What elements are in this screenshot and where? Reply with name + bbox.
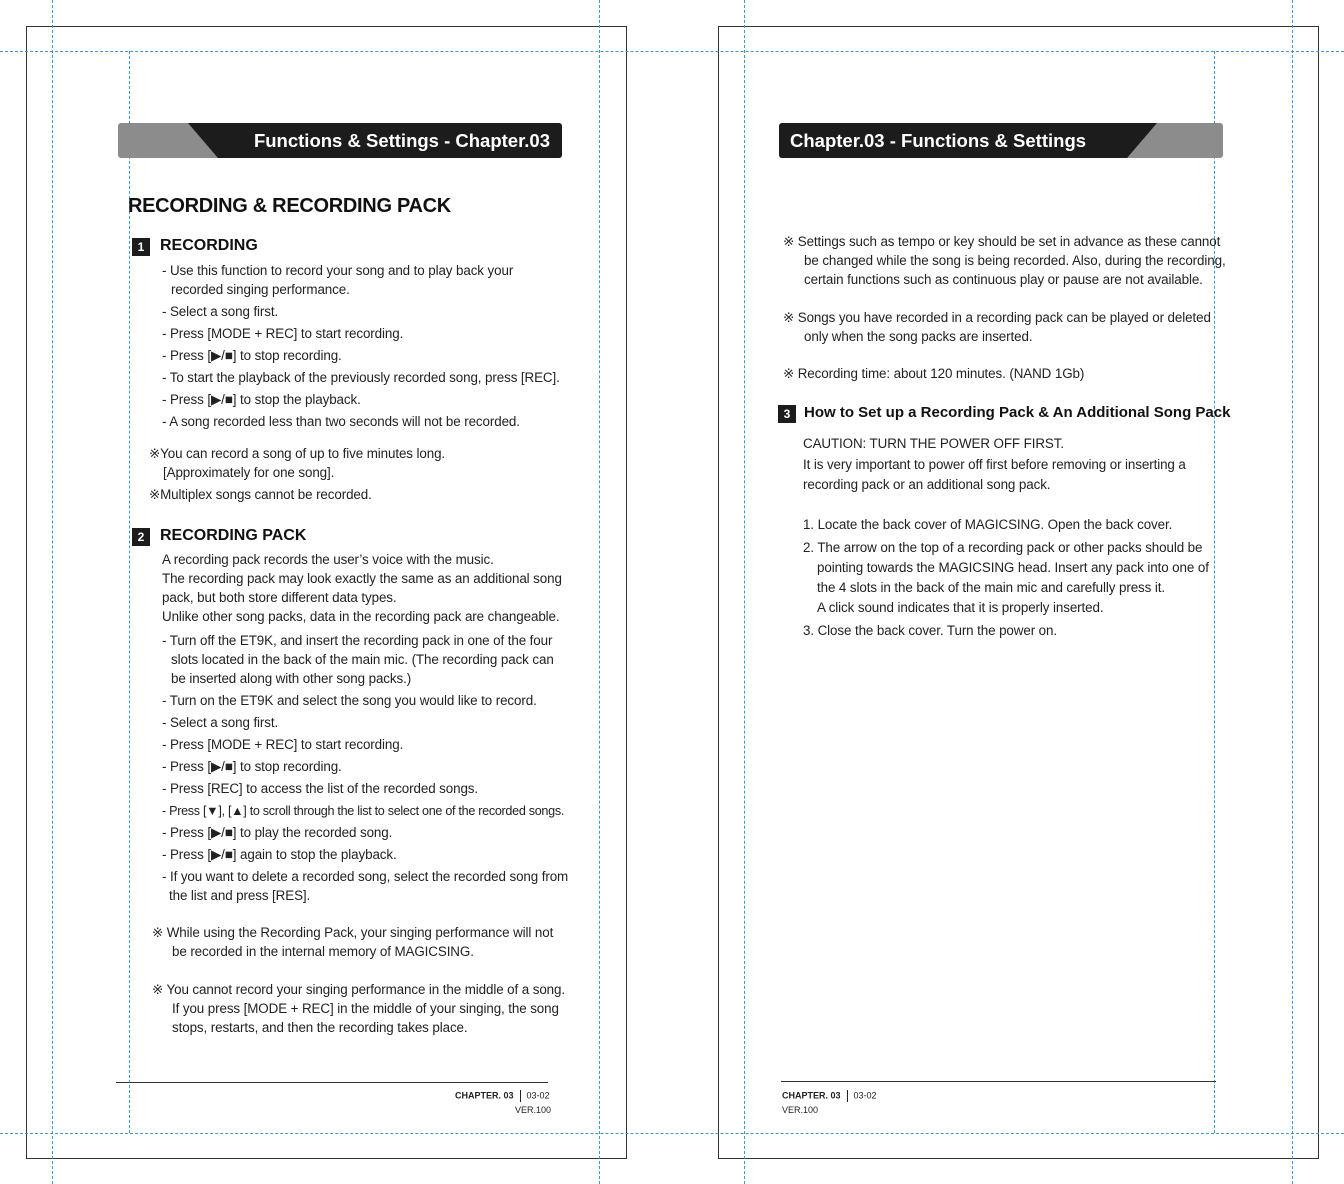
right-header-banner — [779, 123, 1223, 158]
left-header-title: Functions & Settings - Chapter.03 — [253, 130, 550, 151]
text-line: - Press [▶/■] to stop recording. — [162, 759, 342, 774]
note-line: be changed while the song is being recorded. Also, during the recording, — [804, 253, 1226, 268]
text-line: the list and press [RES]. — [169, 888, 311, 903]
text-line: - Press [▶/■] to play the recorded song. — [162, 825, 393, 840]
text-line: be inserted along with other song packs.) — [171, 671, 412, 686]
guide-top — [0, 51, 1344, 52]
text-line: - Press [▶/■] to stop the playback. — [162, 392, 361, 407]
note-line: ※ Songs you have recorded in a recording pack can be played or deleted — [783, 310, 1211, 325]
guide-left-outer — [52, 0, 53, 1184]
note-line: ※ You cannot record your singing performance in the middle of a song. — [152, 982, 565, 997]
left-footer-rule — [116, 1082, 548, 1083]
text-line: recording pack or an additional song pack. — [803, 477, 1051, 492]
guide-left-right — [599, 0, 600, 1184]
text-line: - Turn on the ET9K and select the song you would like to record. — [162, 693, 537, 708]
text-line: It is very important to power off first before removing or inserting a — [803, 457, 1186, 472]
text-line: recorded singing performance. — [171, 282, 350, 297]
page: Functions & Settings - Chapter.03 RECORDING & RECORDING PACK 1 RECORDING - Use this function to record your song and to play back your recorded singing performance. - Select a song first. - Press [MODE + REC] to start recording. - Press [▶/■] to stop recording. - To start the playback of the previously recorded song, press [REC]. - Press [▶/■] to stop the playback. - A song recorded less than two seconds will not be recorded. ※You can record a song of up to five minutes long. [Approximately for one song]. ※Multiplex songs cannot be recorded. 2 RECORDING PACK A recording pack records the user’s voice with the music. The recording pack may look exactly the same as an additional song pack, but both store different data types. Unlike other song packs, data in the recording pack are changeable. - Turn off the ET9K, and insert the recording pack in one of the four slots located in the back of the main mic. (The recording pack can be inserted along with other song packs.) - Turn on the ET9K and select the song you would like to record. - Select a song first. - Press [MODE + REC] to start recording. - Press [▶/■] to stop recording. - Press [REC] to access the list of the recorded songs. - Press [▼], [▲] to scroll through the list to select one of the recorded songs. - Press [▶/■] to play the recorded song. - Press [▶/■] again to stop the playback. - If you want to delete a recorded song, select the recorded song from the list and press [RES]. ※ While using the Recording Pack, your singing performance will not be recorded in the internal memory of MAGICSING. ※ You cannot record your singing performance in the middle of a song. If you press [MODE + REC] in the middle of your singing, the song stops, restarts, and then the recording takes place. CHAPTER. 03 03-02 VER.100 Chapter.03 - Functions & Settings ※ Settings such as tempo or key should be set in advance as these cannot be changed while the song is being recorded. Also, during the recording, certain functions such as continuous play or pause are not available. ※ Songs you have recorded in a recording pack can be played or deleted only when the song packs are inserted. ※ Recording time: about 120 minutes. (NAND 1Gb) 3 How to Set up a Recording Pack & An Additional Song Pack CAUTION: TURN THE POWER OFF FIRST. It is very important to power off first before removing or inserting a recording pack or an additional song pack. 1. Locate the back cover of MAGICSING. Open the back cover. 2. The arrow on the top of a recording pack or other packs should be pointing towards the MAGICSING head. Insert any pack into one of the 4 slots in the back of the main mic and carefully press it. A click sound indicates that it is properly inserted. 3. Close the back cover. Turn the power on. CHAPTER. 03 03-02 VER.100 — [0, 0, 1344, 1184]
right-header-title: Chapter.03 - Functions & Settings — [790, 130, 1087, 151]
note-line: If you press [MODE + REC] in the middle of your singing, the song — [172, 1001, 559, 1016]
page-title: RECORDING & RECORDING PACK — [128, 195, 451, 217]
step-line: the 4 slots in the back of the main mic and carefully press it. — [817, 580, 1165, 595]
note-line: ※ While using the Recording Pack, your singing performance will not — [152, 925, 554, 940]
note-line: [Approximately for one song]. — [163, 465, 335, 480]
text-line: - Press [REC] to access the list of the recorded songs. — [162, 781, 479, 796]
right-footer-rule — [781, 1081, 1216, 1082]
text-line: - Select a song first. — [162, 715, 279, 730]
note-line: ※Multiplex songs cannot be recorded. — [149, 487, 372, 502]
note-line: be recorded in the internal memory of MAGICSING. — [172, 944, 474, 959]
left-footer: CHAPTER. 03 03-02 — [455, 1090, 550, 1101]
note-line: ※You can record a song of up to five minutes long. — [149, 446, 446, 461]
step-line: 1. Locate the back cover of MAGICSING. Open the back cover. — [803, 517, 1173, 532]
step-line: 3. Close the back cover. Turn the power on. — [803, 623, 1057, 638]
note-line: stops, restarts, and then the recording takes place. — [172, 1020, 468, 1035]
guide-right-outer — [1292, 0, 1293, 1184]
text-line: slots located in the back of the main mic. (The recording pack can — [171, 652, 554, 667]
step-line: pointing towards the MAGICSING head. Insert any pack into one of — [817, 560, 1209, 575]
guide-right-left — [744, 0, 745, 1184]
note-line: ※ Recording time: about 120 minutes. (NAND 1Gb) — [783, 366, 1085, 381]
text-line: - Press [MODE + REC] to start recording. — [162, 326, 404, 341]
text-line: - Press [▶/■] again to stop the playback. — [162, 847, 397, 862]
text-line: - To start the playback of the previously recorded song, press [REC]. — [162, 370, 560, 385]
text-line: - If you want to delete a recorded song, select the recorded song from — [162, 869, 569, 884]
right-footer: CHAPTER. 03 03-02 — [782, 1090, 877, 1101]
guide-right-inner — [1214, 51, 1215, 1133]
text-line: - Select a song first. — [162, 304, 279, 319]
left-header-banner — [118, 123, 562, 158]
text-line: Unlike other song packs, data in the recording pack are changeable. — [162, 609, 560, 624]
step-line: A click sound indicates that it is properly inserted. — [817, 600, 1104, 615]
text-line: - Turn off the ET9K, and insert the recording pack in one of the four — [162, 633, 553, 648]
text-line: - Press [▼], [▲] to scroll through the list to select one of the recorded songs. — [162, 804, 565, 818]
note-line: certain functions such as continuous play or pause are not available. — [804, 272, 1203, 287]
caution-line: CAUTION: TURN THE POWER OFF FIRST. — [803, 436, 1064, 451]
note-line: only when the song packs are inserted. — [804, 329, 1033, 344]
text-line: - Press [▶/■] to stop recording. — [162, 348, 342, 363]
left-footer-version: VER.100 — [515, 1105, 552, 1115]
text-line: The recording pack may look exactly the same as an additional song — [162, 571, 562, 586]
text-line: A recording pack records the user’s voice with the music. — [162, 552, 494, 567]
text-line: - Use this function to record your song and to play back your — [162, 263, 514, 278]
text-line: - Press [MODE + REC] to start recording. — [162, 737, 404, 752]
note-line: ※ Settings such as tempo or key should be set in advance as these cannot — [783, 234, 1221, 249]
guide-bottom — [0, 1133, 1344, 1134]
text-line: pack, but both store different data types. — [162, 590, 397, 605]
right-footer-version: VER.100 — [782, 1105, 819, 1115]
step-line: 2. The arrow on the top of a recording pack or other packs should be — [803, 540, 1203, 555]
text-line: - A song recorded less than two seconds will not be recorded. — [162, 414, 520, 429]
